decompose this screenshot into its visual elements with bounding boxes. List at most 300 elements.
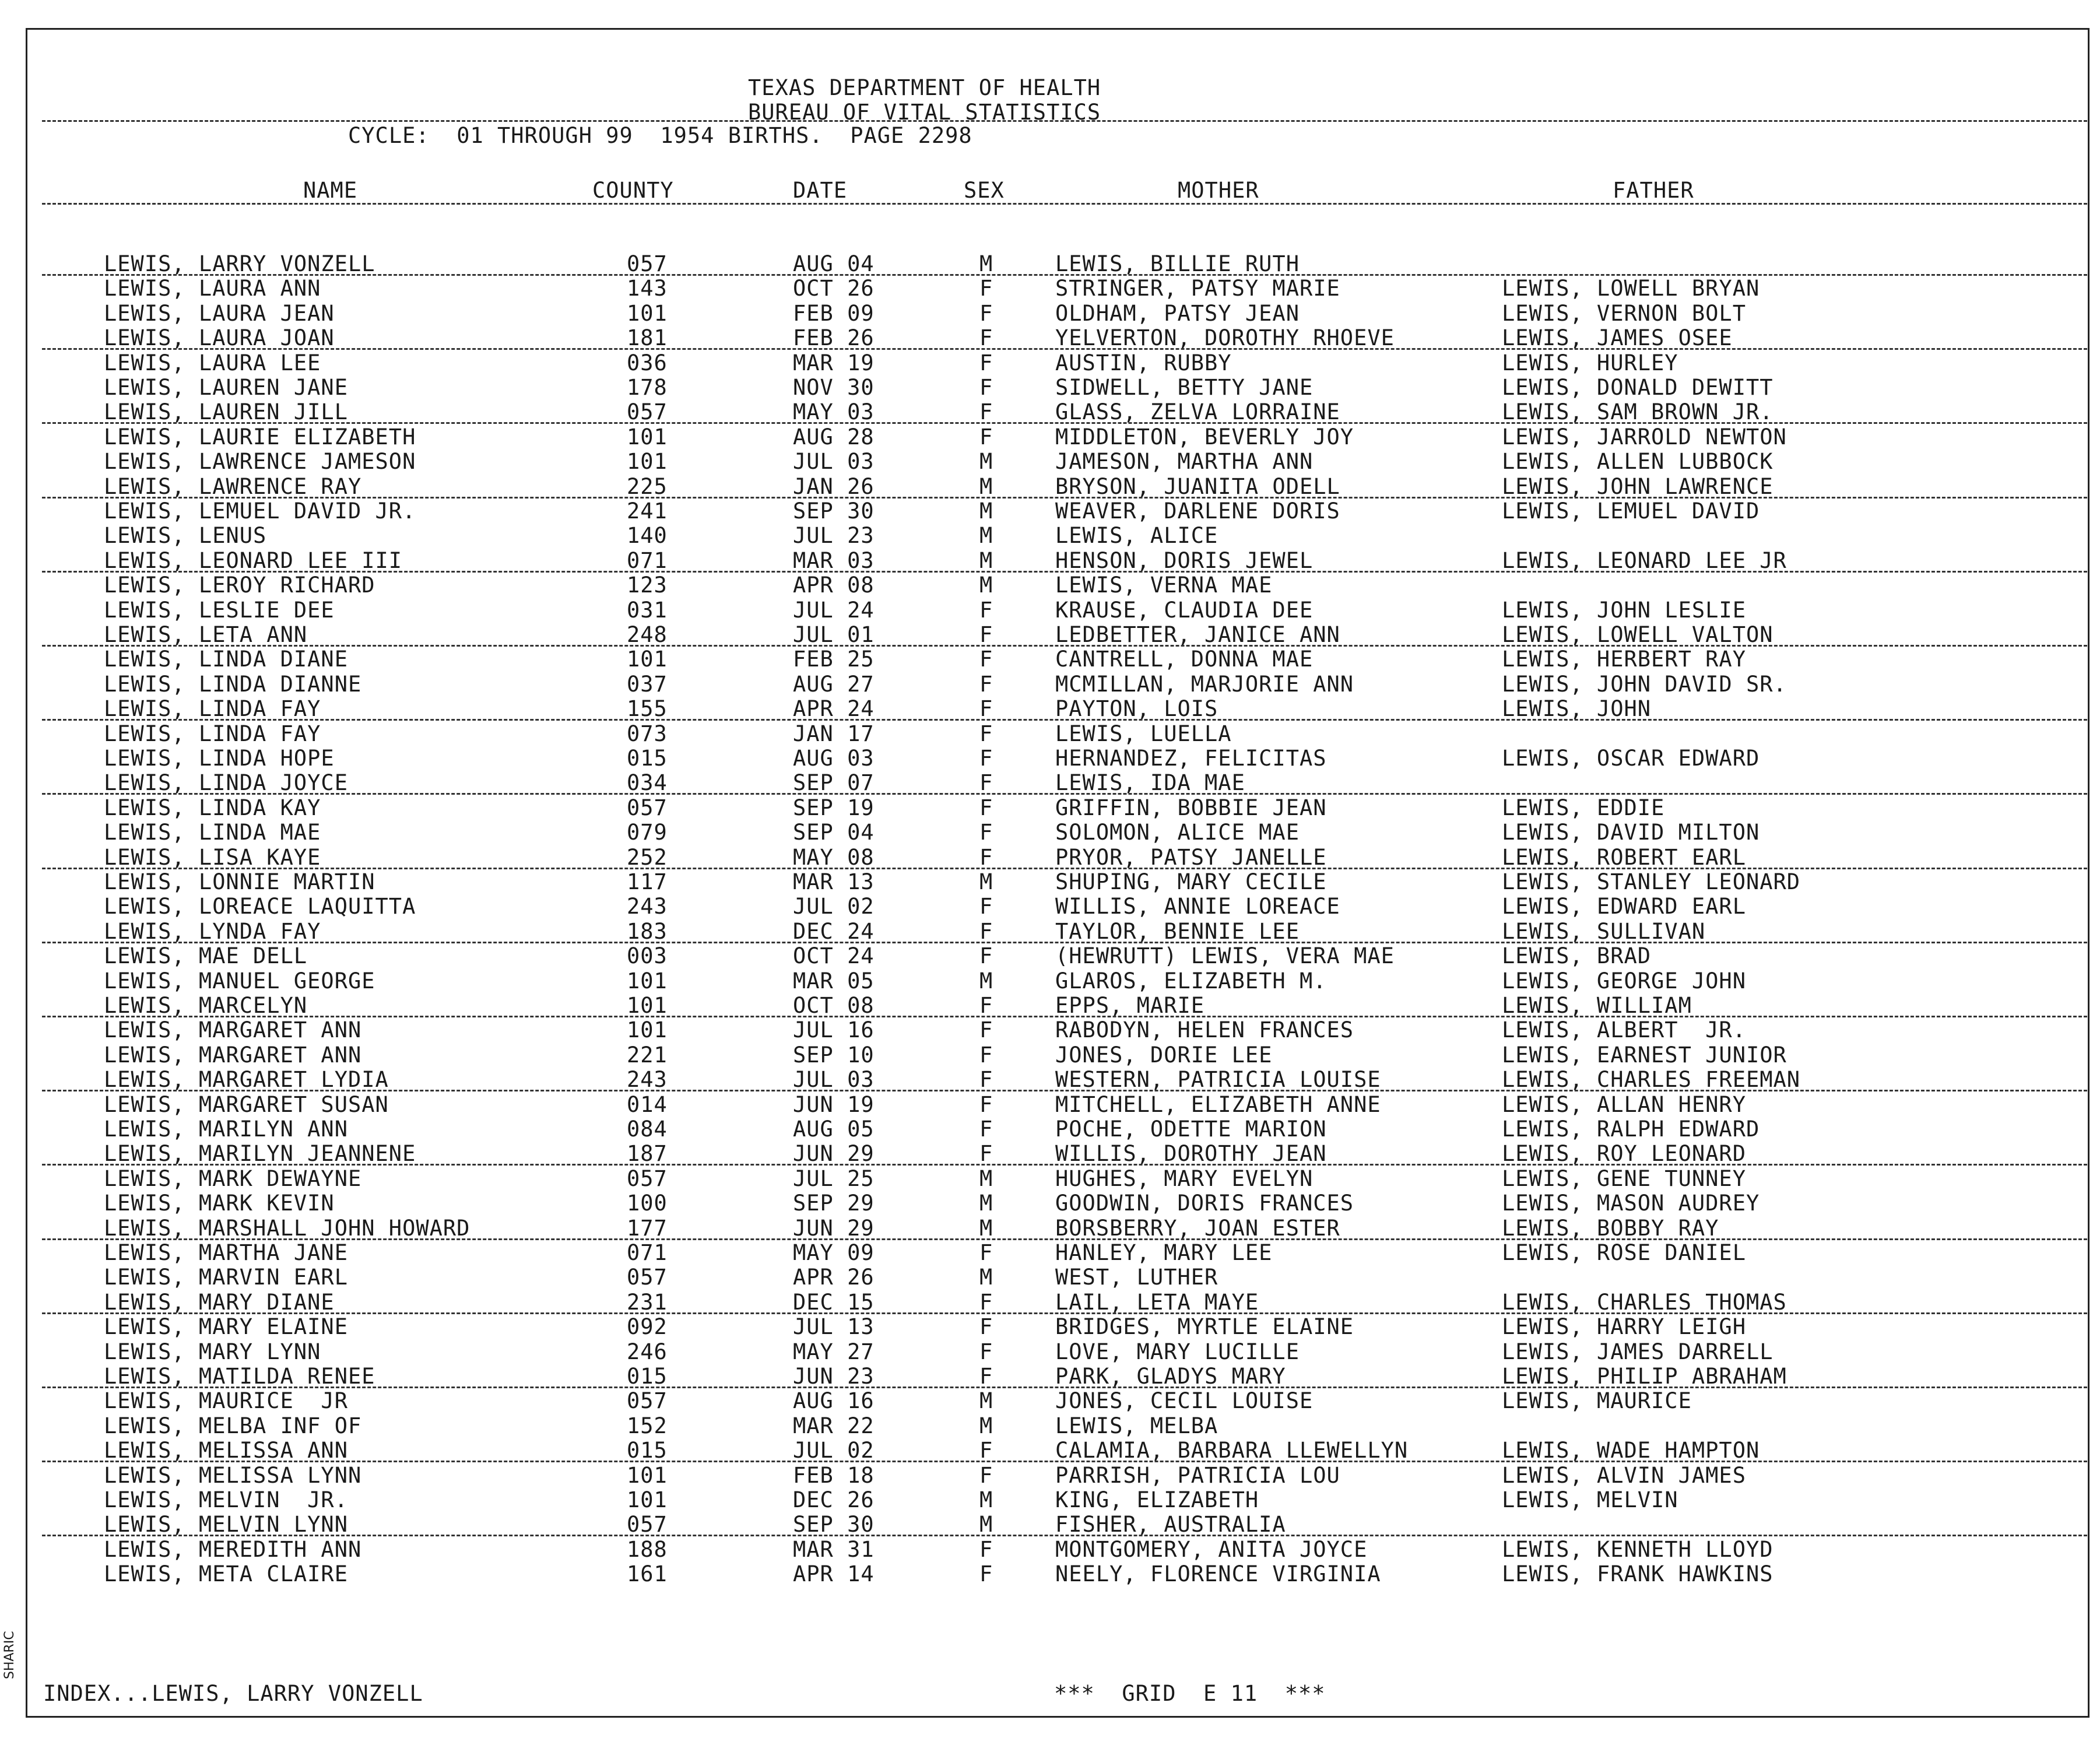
cell-mother: WEST, LUTHER bbox=[1055, 1265, 1218, 1290]
cell-county: 101 bbox=[627, 1017, 668, 1043]
cell-mother: PARRISH, PATRICIA LOU bbox=[1055, 1463, 1340, 1488]
cell-county: 057 bbox=[627, 1166, 668, 1191]
cell-mother: MONTGOMERY, ANITA JOYCE bbox=[1055, 1537, 1368, 1562]
cell-name: LEWIS, LEONARD LEE III bbox=[104, 548, 403, 573]
cell-sex: M bbox=[979, 251, 993, 276]
cell-mother: GLAROS, ELIZABETH M. bbox=[1055, 968, 1327, 994]
cell-name: LEWIS, MARY LYNN bbox=[104, 1339, 321, 1364]
cell-sex: F bbox=[979, 1561, 993, 1586]
cell-county: 117 bbox=[627, 869, 668, 894]
cell-county: 241 bbox=[627, 499, 668, 524]
cell-county: 248 bbox=[627, 622, 668, 647]
cell-county: 031 bbox=[627, 598, 668, 623]
row-rule bbox=[42, 719, 2087, 721]
table-row bbox=[0, 796, 2100, 820]
table-row bbox=[0, 1068, 2100, 1092]
cell-father: LEWIS, CHARLES FREEMAN bbox=[1502, 1067, 1801, 1092]
cell-mother: CALAMIA, BARBARA LLEWELLYN bbox=[1055, 1438, 1409, 1463]
cell-sex: F bbox=[979, 894, 993, 919]
table-row bbox=[0, 1463, 2100, 1488]
cell-date: JUL 25 bbox=[793, 1166, 875, 1191]
cell-father: LEWIS, EDWARD EARL bbox=[1502, 894, 1746, 919]
cell-mother: LEWIS, LUELLA bbox=[1055, 721, 1232, 746]
cell-county: 225 bbox=[627, 474, 668, 499]
header-title: TEXAS DEPARTMENT OF HEALTH bbox=[748, 75, 1101, 100]
cell-name: LEWIS, LAWRENCE RAY bbox=[104, 474, 362, 499]
cell-county: 181 bbox=[627, 325, 668, 350]
table-row bbox=[0, 450, 2100, 474]
cell-county: 221 bbox=[627, 1043, 668, 1068]
table-row bbox=[0, 1117, 2100, 1142]
cell-date: MAY 08 bbox=[793, 845, 875, 870]
table-row bbox=[0, 1191, 2100, 1216]
cell-name: LEWIS, LAURA ANN bbox=[104, 276, 321, 301]
table-row bbox=[0, 1265, 2100, 1290]
cell-father: LEWIS, DONALD DEWITT bbox=[1502, 375, 1774, 400]
cell-mother: LOVE, MARY LUCILLE bbox=[1055, 1339, 1300, 1364]
cell-father: LEWIS, BRAD bbox=[1502, 943, 1652, 968]
cell-father: LEWIS, ALLAN HENRY bbox=[1502, 1092, 1746, 1117]
cell-sex: M bbox=[979, 1191, 993, 1216]
cell-date: FEB 18 bbox=[793, 1463, 875, 1488]
cell-father: LEWIS, ROBERT EARL bbox=[1502, 845, 1746, 870]
cell-mother: PARK, GLADYS MARY bbox=[1055, 1364, 1286, 1389]
cell-county: 177 bbox=[627, 1216, 668, 1241]
cell-mother: GOODWIN, DORIS FRANCES bbox=[1055, 1191, 1354, 1216]
cell-mother: POCHE, ODETTE MARION bbox=[1055, 1117, 1327, 1142]
table-row bbox=[0, 573, 2100, 598]
cell-father: LEWIS, LEONARD LEE JR bbox=[1502, 548, 1787, 573]
cell-sex: F bbox=[979, 795, 993, 820]
cell-sex: F bbox=[979, 820, 993, 845]
table-row bbox=[0, 1315, 2100, 1339]
cell-mother: RABODYN, HELEN FRANCES bbox=[1055, 1017, 1354, 1043]
table-row bbox=[0, 722, 2100, 746]
table-row bbox=[0, 351, 2100, 375]
cell-father: LEWIS, MAURICE bbox=[1502, 1388, 1692, 1413]
cell-father: LEWIS, GENE TUNNEY bbox=[1502, 1166, 1746, 1191]
cell-county: 057 bbox=[627, 251, 668, 276]
cell-sex: F bbox=[979, 424, 993, 450]
cell-date: APR 26 bbox=[793, 1265, 875, 1290]
cell-date: MAR 03 bbox=[793, 548, 875, 573]
cell-date: MAR 19 bbox=[793, 350, 875, 375]
cell-father: LEWIS, LEMUEL DAVID bbox=[1502, 499, 1760, 524]
cell-name: LEWIS, MARGARET ANN bbox=[104, 1017, 362, 1043]
cell-sex: F bbox=[979, 1067, 993, 1092]
cell-date: MAY 09 bbox=[793, 1240, 875, 1265]
table-row bbox=[0, 746, 2100, 771]
cell-father: LEWIS, RALPH EDWARD bbox=[1502, 1117, 1760, 1142]
cell-name: LEWIS, MARCELYN bbox=[104, 993, 308, 1018]
cell-mother: TAYLOR, BENNIE LEE bbox=[1055, 919, 1300, 944]
cell-date: JUL 02 bbox=[793, 1438, 875, 1463]
cell-name: LEWIS, LENUS bbox=[104, 523, 267, 548]
cell-sex: M bbox=[979, 869, 993, 894]
cell-county: 140 bbox=[627, 523, 668, 548]
cell-county: 252 bbox=[627, 845, 668, 870]
cell-name: LEWIS, LONNIE MARTIN bbox=[104, 869, 375, 894]
cell-mother: LEWIS, VERNA MAE bbox=[1055, 573, 1273, 598]
cell-county: 178 bbox=[627, 375, 668, 400]
column-header-father: FATHER bbox=[1613, 178, 1694, 203]
table-row bbox=[0, 524, 2100, 548]
cell-father: LEWIS, JAMES DARRELL bbox=[1502, 1339, 1774, 1364]
cell-sex: M bbox=[979, 1388, 993, 1413]
cell-mother: LEDBETTER, JANICE ANN bbox=[1055, 622, 1340, 647]
cell-father: LEWIS, JOHN bbox=[1502, 696, 1652, 721]
cell-sex: F bbox=[979, 1537, 993, 1562]
cell-name: LEWIS, LINDA MAE bbox=[104, 820, 321, 845]
cell-mother: KRAUSE, CLAUDIA DEE bbox=[1055, 598, 1314, 623]
cell-sex: F bbox=[979, 943, 993, 968]
cell-mother: OLDHAM, PATSY JEAN bbox=[1055, 301, 1300, 326]
row-rule bbox=[42, 1090, 2087, 1091]
cell-sex: F bbox=[979, 1092, 993, 1117]
cell-father: LEWIS, JAMES OSEE bbox=[1502, 325, 1733, 350]
cell-name: LEWIS, MAURICE JR bbox=[104, 1388, 348, 1413]
table-row bbox=[0, 598, 2100, 623]
cell-sex: F bbox=[979, 1438, 993, 1463]
cell-mother: BRYSON, JUANITA ODELL bbox=[1055, 474, 1340, 499]
cell-county: 057 bbox=[627, 1388, 668, 1413]
cell-sex: F bbox=[979, 721, 993, 746]
cell-sex: M bbox=[979, 1512, 993, 1537]
cell-date: JUN 23 bbox=[793, 1364, 875, 1389]
cell-mother: CANTRELL, DONNA MAE bbox=[1055, 647, 1314, 672]
cell-sex: F bbox=[979, 1240, 993, 1265]
cell-name: LEWIS, LEMUEL DAVID JR. bbox=[104, 499, 416, 524]
table-row bbox=[0, 894, 2100, 919]
cell-sex: F bbox=[979, 1141, 993, 1166]
cell-sex: F bbox=[979, 845, 993, 870]
table-row bbox=[0, 1438, 2100, 1463]
table-row bbox=[0, 1340, 2100, 1364]
table-row bbox=[0, 771, 2100, 795]
cell-county: 084 bbox=[627, 1117, 668, 1142]
cell-name: LEWIS, MELVIN JR. bbox=[104, 1487, 348, 1512]
cell-mother: SHUPING, MARY CECILE bbox=[1055, 869, 1327, 894]
cell-date: DEC 24 bbox=[793, 919, 875, 944]
table-row bbox=[0, 1512, 2100, 1537]
cell-mother: SIDWELL, BETTY JANE bbox=[1055, 375, 1314, 400]
cell-name: LEWIS, LEROY RICHARD bbox=[104, 573, 375, 598]
cell-name: LEWIS, MELBA INF OF bbox=[104, 1413, 362, 1438]
table-row bbox=[0, 1241, 2100, 1265]
cell-father: LEWIS, DAVID MILTON bbox=[1502, 820, 1760, 845]
cell-sex: M bbox=[979, 1216, 993, 1241]
cell-mother: HERNANDEZ, FELICITAS bbox=[1055, 746, 1327, 771]
table-row bbox=[0, 672, 2100, 697]
cell-name: LEWIS, LINDA FAY bbox=[104, 696, 321, 721]
cell-county: 188 bbox=[627, 1537, 668, 1562]
cell-father: LEWIS, HERBERT RAY bbox=[1502, 647, 1746, 672]
table-row bbox=[0, 647, 2100, 672]
cell-sex: F bbox=[979, 325, 993, 350]
cell-father: LEWIS, ROSE DANIEL bbox=[1502, 1240, 1746, 1265]
cell-father: LEWIS, OSCAR EDWARD bbox=[1502, 746, 1760, 771]
cell-county: 073 bbox=[627, 721, 668, 746]
cell-mother: BORSBERRY, JOAN ESTER bbox=[1055, 1216, 1340, 1241]
cell-sex: M bbox=[979, 968, 993, 994]
cell-date: OCT 08 bbox=[793, 993, 875, 1018]
cell-date: SEP 30 bbox=[793, 1512, 875, 1537]
cell-county: 123 bbox=[627, 573, 668, 598]
cell-mother: HUGHES, MARY EVELYN bbox=[1055, 1166, 1314, 1191]
cell-father: LEWIS, EARNEST JUNIOR bbox=[1502, 1043, 1787, 1068]
table-row bbox=[0, 1290, 2100, 1315]
cell-name: LEWIS, MARK DEWAYNE bbox=[104, 1166, 362, 1191]
table-row bbox=[0, 1389, 2100, 1413]
cell-sex: F bbox=[979, 1314, 993, 1339]
cell-mother: GRIFFIN, BOBBIE JEAN bbox=[1055, 795, 1327, 820]
cell-sex: F bbox=[979, 1463, 993, 1488]
cell-sex: F bbox=[979, 301, 993, 326]
cell-name: LEWIS, MATILDA RENEE bbox=[104, 1364, 375, 1389]
cell-date: FEB 25 bbox=[793, 647, 875, 672]
cell-father: LEWIS, JOHN LESLIE bbox=[1502, 598, 1746, 623]
table-row bbox=[0, 499, 2100, 524]
table-row bbox=[0, 375, 2100, 400]
cell-county: 152 bbox=[627, 1413, 668, 1438]
cell-sex: F bbox=[979, 1043, 993, 1068]
cell-county: 101 bbox=[627, 1487, 668, 1512]
cell-sex: F bbox=[979, 919, 993, 944]
cell-mother: (HEWRUTT) LEWIS, VERA MAE bbox=[1055, 943, 1395, 968]
footer-index: INDEX...LEWIS, LARRY VONZELL bbox=[43, 1681, 423, 1706]
cell-father: LEWIS, FRANK HAWKINS bbox=[1502, 1561, 1774, 1586]
cell-date: OCT 26 bbox=[793, 276, 875, 301]
cell-sex: F bbox=[979, 1290, 993, 1315]
row-rule bbox=[42, 1164, 2087, 1166]
cell-mother: WEAVER, DARLENE DORIS bbox=[1055, 499, 1340, 524]
cell-date: MAY 03 bbox=[793, 399, 875, 424]
cell-mother: KING, ELIZABETH bbox=[1055, 1487, 1259, 1512]
cell-date: JAN 26 bbox=[793, 474, 875, 499]
cell-name: LEWIS, MELVIN LYNN bbox=[104, 1512, 348, 1537]
table-row bbox=[0, 400, 2100, 424]
cell-date: SEP 29 bbox=[793, 1191, 875, 1216]
cell-date: APR 24 bbox=[793, 696, 875, 721]
table-row bbox=[0, 820, 2100, 845]
cell-county: 071 bbox=[627, 1240, 668, 1265]
cell-date: FEB 26 bbox=[793, 325, 875, 350]
cell-sex: F bbox=[979, 1017, 993, 1043]
row-rule bbox=[42, 348, 2087, 350]
cell-mother: HANLEY, MARY LEE bbox=[1055, 1240, 1273, 1265]
cell-sex: M bbox=[979, 1166, 993, 1191]
cell-mother: EPPS, MARIE bbox=[1055, 993, 1205, 1018]
cell-date: SEP 19 bbox=[793, 795, 875, 820]
cell-mother: GLASS, ZELVA LORRAINE bbox=[1055, 399, 1340, 424]
cell-father: LEWIS, BOBBY RAY bbox=[1502, 1216, 1719, 1241]
cell-mother: SOLOMON, ALICE MAE bbox=[1055, 820, 1300, 845]
header-subtitle: BUREAU OF VITAL STATISTICS bbox=[748, 100, 1101, 125]
cell-father: LEWIS, CHARLES THOMAS bbox=[1502, 1290, 1787, 1315]
cell-father: LEWIS, ALLEN LUBBOCK bbox=[1502, 449, 1774, 474]
cell-father: LEWIS, WADE HAMPTON bbox=[1502, 1438, 1760, 1463]
cell-father: LEWIS, HURLEY bbox=[1502, 350, 1678, 375]
cell-county: 015 bbox=[627, 1438, 668, 1463]
cell-father: LEWIS, GEORGE JOHN bbox=[1502, 968, 1746, 994]
cell-date: SEP 07 bbox=[793, 770, 875, 795]
cell-sex: M bbox=[979, 1413, 993, 1438]
row-rule bbox=[42, 1535, 2087, 1536]
cell-name: LEWIS, LESLIE DEE bbox=[104, 598, 335, 623]
table-row bbox=[0, 549, 2100, 573]
cell-father: LEWIS, JOHN LAWRENCE bbox=[1502, 474, 1774, 499]
cell-name: LEWIS, MARSHALL JOHN HOWARD bbox=[104, 1216, 470, 1241]
cell-name: LEWIS, LETA ANN bbox=[104, 622, 308, 647]
cell-sex: M bbox=[979, 449, 993, 474]
cell-mother: MIDDLETON, BEVERLY JOY bbox=[1055, 424, 1354, 450]
cell-mother: PRYOR, PATSY JANELLE bbox=[1055, 845, 1327, 870]
cell-date: JUN 29 bbox=[793, 1141, 875, 1166]
cell-county: 100 bbox=[627, 1191, 668, 1216]
cell-mother: WILLIS, ANNIE LOREACE bbox=[1055, 894, 1340, 919]
cell-county: 015 bbox=[627, 746, 668, 771]
cell-date: AUG 04 bbox=[793, 251, 875, 276]
table-row bbox=[0, 623, 2100, 647]
cell-father: LEWIS, SULLIVAN bbox=[1502, 919, 1706, 944]
cell-county: 036 bbox=[627, 350, 668, 375]
cell-sex: F bbox=[979, 350, 993, 375]
cell-father: LEWIS, ALVIN JAMES bbox=[1502, 1463, 1746, 1488]
cell-mother: PAYTON, LOIS bbox=[1055, 696, 1218, 721]
row-rule bbox=[42, 1461, 2087, 1462]
table-row bbox=[0, 1562, 2100, 1586]
cell-name: LEWIS, LAUREN JANE bbox=[104, 375, 348, 400]
cell-county: 143 bbox=[627, 276, 668, 301]
cell-mother: JONES, DORIE LEE bbox=[1055, 1043, 1273, 1068]
cell-date: JUN 19 bbox=[793, 1092, 875, 1117]
cell-date: JUL 24 bbox=[793, 598, 875, 623]
side-stamp: SHARIC bbox=[2, 1631, 17, 1679]
cell-date: MAY 27 bbox=[793, 1339, 875, 1364]
cycle-line: CYCLE: 01 THROUGH 99 1954 BIRTHS. PAGE 2298 bbox=[348, 123, 972, 148]
cell-county: 246 bbox=[627, 1339, 668, 1364]
cell-mother: JONES, CECIL LOUISE bbox=[1055, 1388, 1314, 1413]
cell-name: LEWIS, LINDA FAY bbox=[104, 721, 321, 746]
cell-father: LEWIS, WILLIAM bbox=[1502, 993, 1692, 1018]
cell-date: MAR 05 bbox=[793, 968, 875, 994]
cell-name: LEWIS, LINDA HOPE bbox=[104, 746, 335, 771]
cell-sex: F bbox=[979, 696, 993, 721]
table-row bbox=[0, 1488, 2100, 1512]
cell-sex: F bbox=[979, 647, 993, 672]
cell-county: 101 bbox=[627, 449, 668, 474]
cell-date: AUG 28 bbox=[793, 424, 875, 450]
table-row bbox=[0, 1364, 2100, 1389]
table-row bbox=[0, 944, 2100, 968]
row-rule bbox=[42, 793, 2087, 795]
cell-date: JUL 02 bbox=[793, 894, 875, 919]
cell-sex: M bbox=[979, 1487, 993, 1512]
cell-name: LEWIS, MELISSA LYNN bbox=[104, 1463, 362, 1488]
cell-county: 155 bbox=[627, 696, 668, 721]
cell-name: LEWIS, MARY DIANE bbox=[104, 1290, 335, 1315]
cell-name: LEWIS, LOREACE LAQUITTA bbox=[104, 894, 416, 919]
cell-date: JAN 17 bbox=[793, 721, 875, 746]
cell-mother: NEELY, FLORENCE VIRGINIA bbox=[1055, 1561, 1381, 1586]
cell-mother: STRINGER, PATSY MARIE bbox=[1055, 276, 1340, 301]
cell-mother: LAIL, LETA MAYE bbox=[1055, 1290, 1259, 1315]
cell-name: LEWIS, MEREDITH ANN bbox=[104, 1537, 362, 1562]
cell-date: DEC 15 bbox=[793, 1290, 875, 1315]
cell-name: LEWIS, LINDA DIANE bbox=[104, 647, 348, 672]
cell-date: JUL 16 bbox=[793, 1017, 875, 1043]
cell-date: AUG 27 bbox=[793, 672, 875, 697]
table-row bbox=[0, 326, 2100, 350]
cell-county: 243 bbox=[627, 1067, 668, 1092]
cell-county: 079 bbox=[627, 820, 668, 845]
column-header-mother: MOTHER bbox=[1178, 178, 1259, 203]
cell-name: LEWIS, LINDA KAY bbox=[104, 795, 321, 820]
cell-county: 057 bbox=[627, 1265, 668, 1290]
cell-date: MAR 22 bbox=[793, 1413, 875, 1438]
cell-sex: F bbox=[979, 375, 993, 400]
cell-sex: M bbox=[979, 523, 993, 548]
cell-name: LEWIS, LAUREN JILL bbox=[104, 399, 348, 424]
cell-name: LEWIS, MARK KEVIN bbox=[104, 1191, 335, 1216]
cell-date: APR 08 bbox=[793, 573, 875, 598]
table-row bbox=[0, 1142, 2100, 1166]
cell-county: 014 bbox=[627, 1092, 668, 1117]
cell-name: LEWIS, META CLAIRE bbox=[104, 1561, 348, 1586]
cell-date: FEB 09 bbox=[793, 301, 875, 326]
cell-county: 187 bbox=[627, 1141, 668, 1166]
table-row bbox=[0, 1018, 2100, 1043]
footer-grid: *** GRID E 11 *** bbox=[1054, 1681, 1326, 1706]
cell-name: LEWIS, MARTHA JANE bbox=[104, 1240, 348, 1265]
cell-name: LEWIS, LAURA JEAN bbox=[104, 301, 335, 326]
cell-date: MAR 31 bbox=[793, 1537, 875, 1562]
cell-county: 071 bbox=[627, 548, 668, 573]
cell-date: JUL 01 bbox=[793, 622, 875, 647]
cell-county: 057 bbox=[627, 1512, 668, 1537]
cell-county: 101 bbox=[627, 968, 668, 994]
cell-county: 101 bbox=[627, 1463, 668, 1488]
cell-mother: BRIDGES, MYRTLE ELAINE bbox=[1055, 1314, 1354, 1339]
cell-sex: F bbox=[979, 770, 993, 795]
cell-date: MAR 13 bbox=[793, 869, 875, 894]
cell-county: 231 bbox=[627, 1290, 668, 1315]
table-row bbox=[0, 919, 2100, 944]
cell-date: SEP 10 bbox=[793, 1043, 875, 1068]
cell-mother: WILLIS, DOROTHY JEAN bbox=[1055, 1141, 1327, 1166]
cell-sex: M bbox=[979, 573, 993, 598]
cell-name: LEWIS, LAURIE ELIZABETH bbox=[104, 424, 416, 450]
table-row bbox=[0, 475, 2100, 499]
cell-mother: LEWIS, BILLIE RUTH bbox=[1055, 251, 1300, 276]
table-row bbox=[0, 1043, 2100, 1068]
table-row bbox=[0, 301, 2100, 326]
column-header-date: DATE bbox=[793, 178, 848, 203]
table-row bbox=[0, 425, 2100, 450]
cell-mother: HENSON, DORIS JEWEL bbox=[1055, 548, 1314, 573]
cell-county: 015 bbox=[627, 1364, 668, 1389]
cell-sex: M bbox=[979, 474, 993, 499]
cell-sex: F bbox=[979, 399, 993, 424]
cell-name: LEWIS, LARRY VONZELL bbox=[104, 251, 375, 276]
cell-father: LEWIS, STANLEY LEONARD bbox=[1502, 869, 1801, 894]
row-rule bbox=[42, 422, 2087, 424]
cell-father: LEWIS, MASON AUDREY bbox=[1502, 1191, 1760, 1216]
header-rule bbox=[42, 120, 2087, 122]
cell-mother: AUSTIN, RUBBY bbox=[1055, 350, 1232, 375]
table-row bbox=[0, 1538, 2100, 1562]
table-row bbox=[0, 276, 2100, 301]
